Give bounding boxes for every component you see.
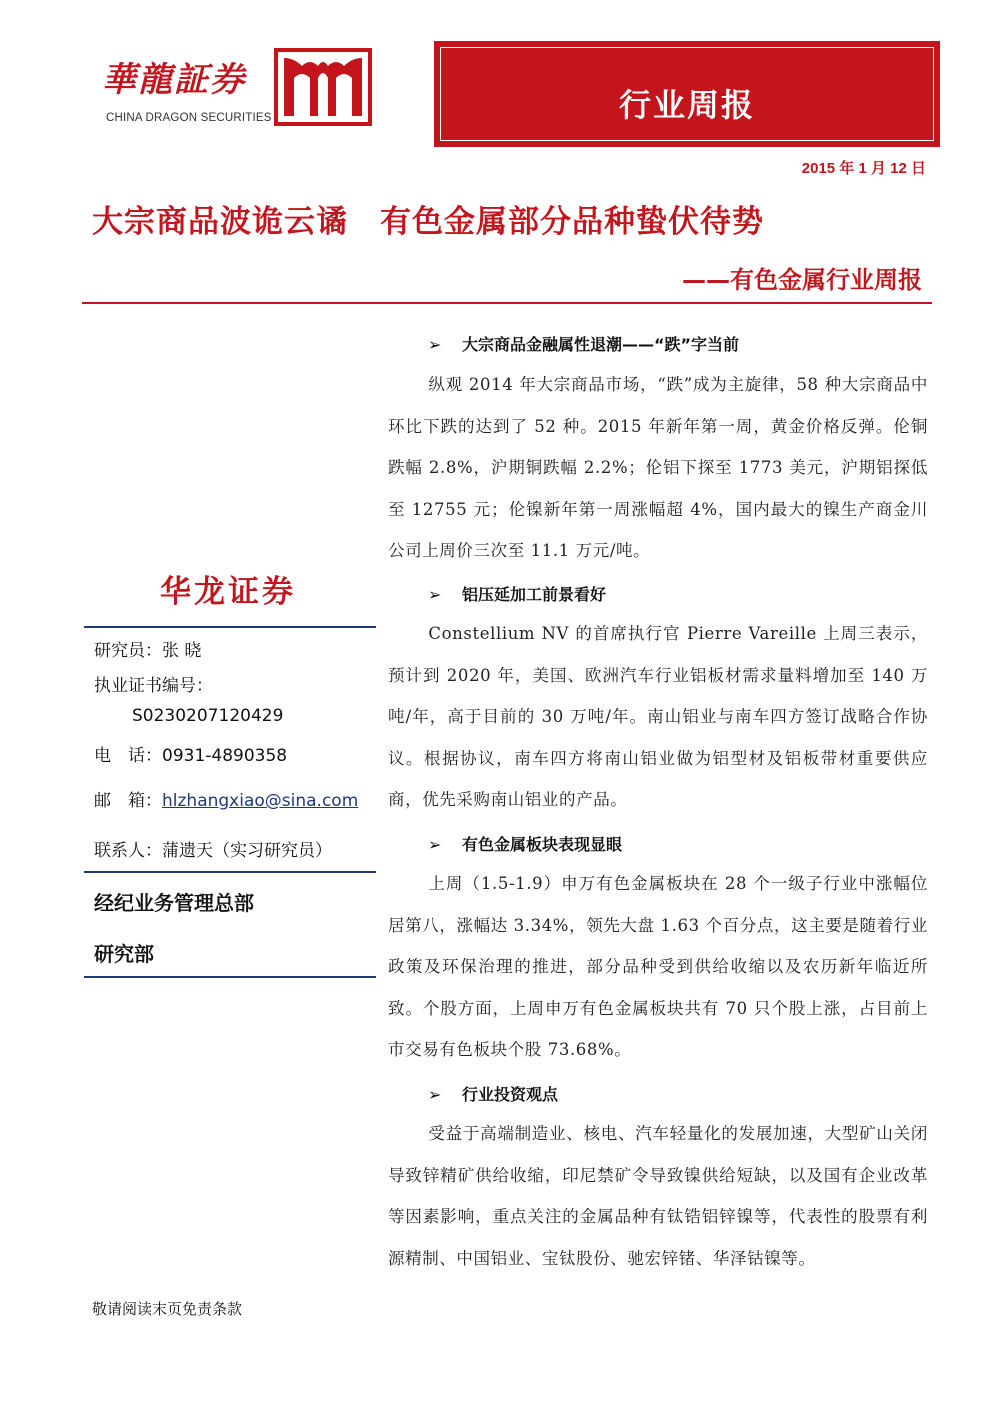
section-body: Constellium NV 的首席执行官 Pierre Vareille 上周三表示，预计到 2020 年，美国、欧洲汽车行业铝板材需求量料增加至 140 万吨/年，高于目前的 30 万吨/年。南山铝业与南车四方签订战略合作协议。根据协议，南车四方将南山铝业做为铝型材及铝板带材重要供应商，优先采购南山铝业的产品。 xyxy=(388,624,928,809)
firm-name: 华龙证券 xyxy=(160,574,296,610)
section-heading xyxy=(428,832,622,855)
report-type-frame xyxy=(440,47,934,141)
analyst-name: 研究员：张 晓 xyxy=(94,641,202,661)
section-heading-text: 有色金属板块表现显眼 xyxy=(462,835,623,854)
company-logo xyxy=(102,48,374,128)
section-body: 纵观 2014 年大宗商品市场，“跌”成为主旋律，58 种大宗商品中环比下跌的达到了 52 种。2015 年新年第一周，黄金价格反弹。伦铜跌幅 2.8%，沪期铜跌幅 2.2%；伦铝下探至 1773 美元，沪期铝探低至 12755 元；伦镍新年第一周涨幅超 4%，国内最大的镍生产商金川公司上周价三次至 11.1 万元/吨。 xyxy=(388,375,928,560)
phone-number: 电 话：0931-4890358 xyxy=(94,746,288,766)
section-body: 受益于高端制造业、核电、汽车轻量化的发展加速，大型矿山关闭导致锌精矿供给收缩，印尼禁矿令导致镍供给短缺，以及国有企业改革等因素影响，重点关注的金属品种有钛锆铝锌镍等，代表性的股票有利源精制、中国铝业、宝钛股份、驰宏锌锗、华泽钴镍等。 xyxy=(388,1124,928,1268)
report-subtitle: ——有色金属行业周报 xyxy=(682,266,922,294)
report-type-banner xyxy=(434,41,940,147)
sidebar-divider-bottom xyxy=(84,976,376,978)
logo-chinese-name: 華龍証券 xyxy=(102,60,246,100)
bullet-arrow-icon: ➢ xyxy=(428,585,442,604)
bullet-arrow-icon: ➢ xyxy=(428,1085,442,1104)
section-heading xyxy=(428,582,606,605)
report-title: 大宗商品波诡云谲 有色金属部分品种蛰伏待势 xyxy=(92,204,764,240)
department-brokerage: 经纪业务管理总部 xyxy=(94,891,254,915)
section-heading xyxy=(428,332,739,355)
contact-person: 联系人：蒲遗天（实习研究员） xyxy=(94,841,332,861)
section-heading-text: 大宗商品金融属性退潮——“跌”字当前 xyxy=(462,335,740,354)
disclaimer-note: 敬请阅读末页免责条款 xyxy=(92,1300,243,1318)
cert-label: 执业证书编号： xyxy=(94,676,213,696)
section-heading xyxy=(428,1082,558,1105)
logo-mark-icon xyxy=(274,48,372,126)
cert-number: S0230207120429 xyxy=(132,706,284,726)
section-heading-text: 行业投资观点 xyxy=(462,1085,559,1104)
report-date: 2015 年 1 月 12 日 xyxy=(801,160,926,177)
title-divider xyxy=(82,302,932,304)
sidebar-divider-top xyxy=(84,626,376,628)
sidebar-divider-mid xyxy=(84,871,376,873)
department-research: 研究部 xyxy=(94,942,154,966)
section-heading-text: 铝压延加工前景看好 xyxy=(462,585,607,604)
bullet-arrow-icon: ➢ xyxy=(428,835,442,854)
email-line xyxy=(94,786,358,811)
email-link[interactable]: hlzhangxiao@sina.com xyxy=(162,791,359,811)
email-label: 邮 箱： xyxy=(94,791,162,811)
report-type-label: 行业周报 xyxy=(618,86,755,124)
logo-english-name: CHINA DRAGON SECURITIES xyxy=(106,112,272,124)
bullet-arrow-icon: ➢ xyxy=(428,335,442,354)
section-body: 上周（1.5-1.9）申万有色金属板块在 28 个一级子行业中涨幅位居第八，涨幅达 3.34%，领先大盘 1.63 个百分点，这主要是随着行业政策及环保治理的推进，部分品种受到供给收缩以及农历新年临近所致。个股方面，上周申万有色金属板块共有 70 只个股上涨，占目前上市交易有色板块个股 73.68%。 xyxy=(388,874,928,1059)
